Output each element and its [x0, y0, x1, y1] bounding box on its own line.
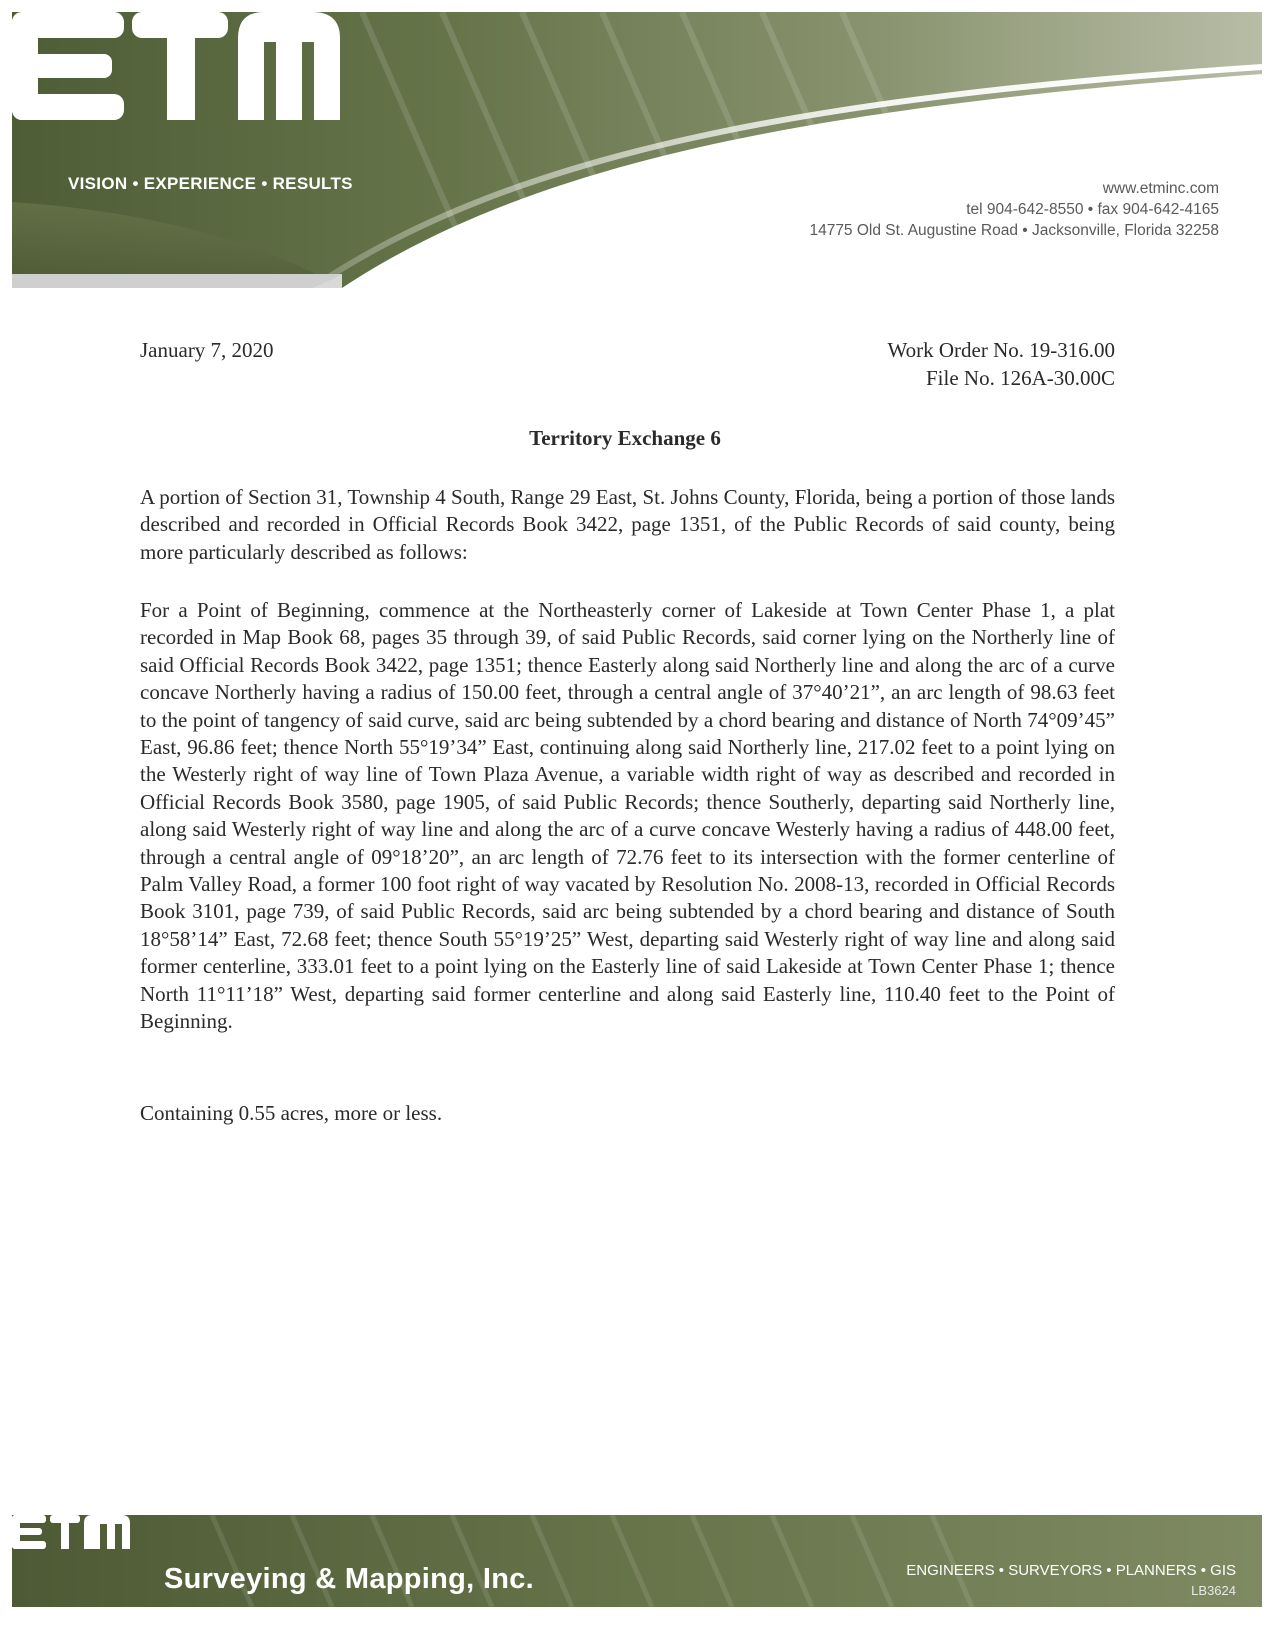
website-link[interactable]: www.etminc.com — [1102, 180, 1219, 197]
work-order-number: Work Order No. 19-316.00 — [887, 338, 1115, 362]
contact-block — [809, 178, 1219, 241]
footer-etm-logo — [12, 1515, 132, 1549]
services-text: ENGINEERS • SURVEYORS • PLANNERS • GIS — [906, 1562, 1236, 1579]
file-number: File No. 126A-30.00C — [926, 366, 1115, 390]
license-number: LB3624 — [1191, 1583, 1236, 1598]
document-title: Territory Exchange 6 — [529, 426, 721, 450]
phone-fax: tel 904-642-8550 • fax 904-642-4165 — [966, 201, 1219, 218]
footer-banner — [12, 1515, 1262, 1607]
letter-date: January 7, 2020 — [140, 338, 274, 362]
legal-description-body: For a Point of Beginning, commence at the Northeasterly corner of Lakeside at Town Center Phase 1, a plat recorded in Map Book 68, pages 35 through 39, of said Public Records, said corner lying on the Northerly line of said Official Records Book 3422, page 1351; thence Easterly along said Northerly line and along the arc of a curve concave Northerly having a radius of 150.00 feet, through a central angle of 37°40’21”, an arc length of 98.63 feet to the point of tangency of said curve, said arc being subtended by a chord bearing and distance of North 74°09’45” East, 96.86 feet; thence North 55°19’34” East, continuing along said Northerly line, 217.02 feet to a point lying on the Westerly right of way line of Town Plaza Avenue, a variable width right of way as described and recorded in Official Records Book 3580, page 1905, of said Public Records; thence Southerly, departing said Northerly line, along said Westerly right of way line and along the arc of a curve concave Westerly having a radius of 448.00 feet, through a central angle of 09°18’20”, an arc length of 72.76 feet to its intersection with the former centerline of Palm Valley Road, a former 100 foot right of way vacated by Resolution No. 2008-13, recorded in Official Records Book 3101, page 739, of said Public Records, said arc being subtended by a chord bearing and distance of South 18°58’14” East, 72.68 feet; thence South 55°19’25” West, departing said Westerly right of way line and along said former centerline, 333.01 feet to a point lying on the Easterly line of said Lakeside at Town Center Phase 1; thence North 11°11’18” West, departing said former centerline and along said Easterly line, 110.40 feet to the Point of Beginning. — [140, 598, 1115, 1034]
services-list — [906, 1561, 1236, 1601]
acreage-statement: Containing 0.55 acres, more or less. — [140, 1101, 443, 1125]
reference-numbers — [887, 336, 1115, 392]
company-name: Surveying & Mapping, Inc. — [164, 1563, 535, 1595]
letterhead-banner — [12, 12, 1262, 288]
legal-description-intro: A portion of Section 31, Township 4 South, Range 29 East, St. Johns County, Florida, being a portion of those lands described and recorded in Official Records Book 3422, page 1351, of the Public Records of said county, being more particularly described as follows: — [140, 485, 1115, 564]
street-address: 14775 Old St. Augustine Road • Jacksonville, Florida 32258 — [809, 222, 1219, 239]
logo-tagline: VISION • EXPERIENCE • RESULTS — [68, 174, 353, 193]
etm-logo — [12, 12, 342, 124]
